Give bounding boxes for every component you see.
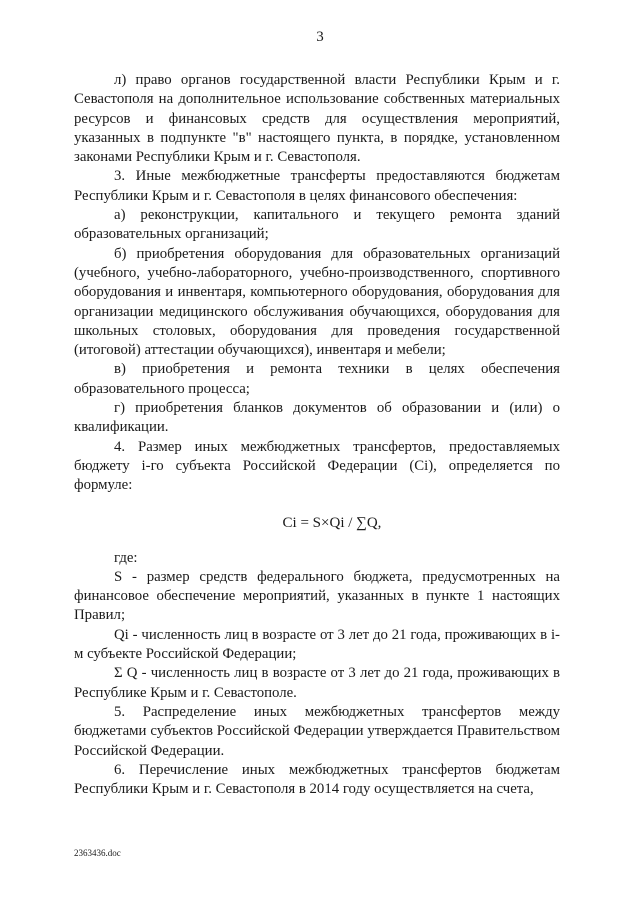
paragraph-3a: а) реконструкции, капитального и текущего ремонта зданий образовательных организаций; bbox=[74, 207, 560, 243]
document-body bbox=[74, 71, 560, 799]
paragraph-3: 3. Иные межбюджетные трансферты предоставляются бюджетам Республики Крым и г. Севастополя в целях финансового обеспечения: bbox=[74, 168, 560, 204]
formula: Ci = S×Qi / ∑Q, bbox=[282, 514, 382, 531]
paragraph-5: 5. Распределение иных межбюджетных трансфертов между бюджетами субъектов Российской Федерации утверждается Правительством Российской Федерации. bbox=[74, 703, 560, 759]
where-label: где: bbox=[114, 549, 138, 566]
page-number: 3 bbox=[316, 29, 324, 45]
paragraph-3v: в) приобретения и ремонта техники в целях обеспечения образовательного процесса; bbox=[74, 361, 560, 397]
paragraph-6: 6. Перечисление иных межбюджетных трансфертов бюджетам Республики Крым и г. Севастополя в 2014 году осуществляется на счета, bbox=[74, 761, 560, 798]
definition-s: S - размер средств федерального бюджета, предусмотренных на финансовое обеспечение мероприятий, указанных в пункте 1 настоящих Правил; bbox=[74, 568, 560, 624]
paragraph-4: 4. Размер иных межбюджетных трансфертов, предоставляемых бюджету i-го субъекта Российской Федерации (Ci), определяется по формуле: bbox=[74, 438, 560, 494]
paragraph-3g: г) приобретения бланков документов об образовании и (или) о квалификации. bbox=[74, 400, 560, 436]
paragraph-3b: б) приобретения оборудования для образовательных организаций (учебного, учебно-лабораторного, учебно-производственного, спортивного оборудования и инвентаря, компьютерного оборудования, оборудования для организации медицинского обслуживания обучающихся, оборудования для школьных столовых, оборудования для проведения государственной (итоговой) аттестации обучающихся), инвентаря и мебели; bbox=[74, 245, 560, 359]
footer-filename: 2363436.doc bbox=[74, 848, 121, 858]
definition-qi: Qi - численность лиц в возрасте от 3 лет до 21 года, проживающих в i-м субъекте Российской Федерации; bbox=[74, 626, 560, 663]
definition-sum-q: Σ Q - численность лиц в возрасте от 3 лет до 21 года, проживающих в Республике Крым и г. Севастополе. bbox=[74, 665, 560, 701]
paragraph-l: л) право органов государственной власти Республики Крым и г. Севастополя на дополнительное использование собственных материальных ресурсов и финансовых средств для осуществления мероприятий, указанных в подпункте "в" настоящего пункта, в порядке, установленном законами Республики Крым и г. Севастополя. bbox=[74, 72, 560, 166]
